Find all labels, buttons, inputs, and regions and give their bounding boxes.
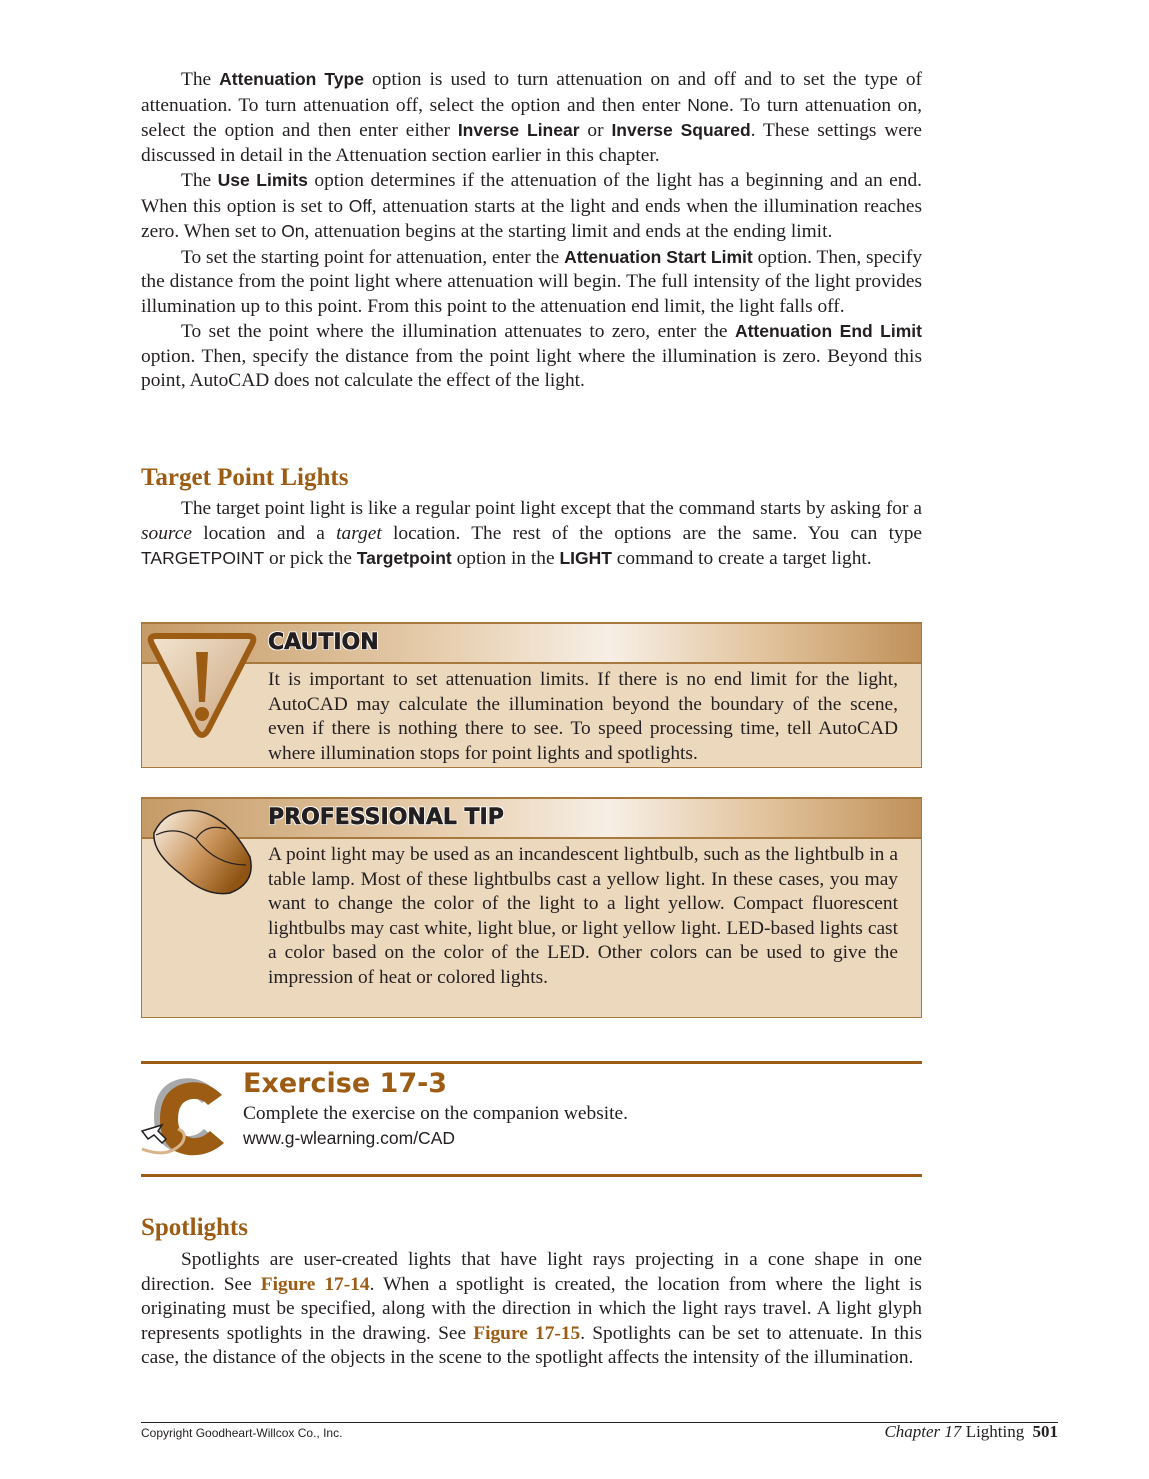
figure-reference-link[interactable]: Figure 17-15 (473, 1322, 581, 1344)
command-term: Use Limits (217, 170, 308, 190)
text-run: , attenuation begins at the starting limit and ends at the ending limit. (304, 221, 833, 242)
text-run: or pick the (264, 548, 357, 569)
command-term: Targetpoint (356, 548, 452, 568)
spotlights-paragraphs (141, 1248, 922, 1371)
text-run: . Spotlights can be set to attenuate. In this case, the distance of the objects in the scene to the spotlight affects the intensity of the illumination. (141, 1322, 922, 1368)
body-paragraph (141, 168, 922, 245)
caution-title: CAUTION (268, 630, 379, 655)
command-term: On (281, 221, 305, 241)
text-run: . When a spotlight is created, the location from where the light is originating must be specified, along with the direction in which the light rays travel. A light glyph represents spotlights in the drawing. See (141, 1273, 922, 1344)
command-term: None (687, 94, 730, 115)
text-run: Spotlights are user-created lights that have light rays projecting in a cone shape in one direction. See (141, 1249, 922, 1295)
professional-tip-box (141, 797, 922, 1018)
heading-target-point-lights: Target Point Lights (141, 464, 349, 491)
exercise-top-rule (141, 1061, 922, 1064)
chapter-label: Chapter 17 (884, 1422, 962, 1441)
text-run: option. Then, specify the distance from the point light where attenuation will begin. The full intensity of the light provides illumination up to this point. From this point to the attenuation end limit, the light falls off. (141, 246, 923, 317)
caution-text: It is important to set attenuation limits. If there is no end limit for the light, AutoCAD may calculate the illumination beyond the boundary of the scene, even if there is nothing there to see. To speed processing time, tell AutoCAD where illumination stops for point lights and spotlights. (268, 669, 898, 764)
command-term: Attenuation Start Limit (564, 246, 753, 267)
text-run: location and a (191, 522, 337, 544)
text-run: The target point light is like a regular point light except that the command starts by asking for a (181, 498, 922, 519)
command-term: Attenuation Type (219, 69, 364, 89)
caution-box (141, 622, 922, 768)
text-run: The (181, 69, 220, 90)
text-run: The (181, 170, 218, 191)
tip-text: A point light may be used as an incandescent lightbulb, such as the lightbulb in a table lamp. Most of these lightbulbs cast a yellow light. In these cases, you may want to change the color of the light to a light yellow. Compact fluorescent lightbulbs may cast white, light blue, or light yellow light. LED-based lights cast a color based on the color of the LED. Other colors can be used to give the impression of heat or colored lights. (268, 844, 898, 988)
text-run: location. The rest of the options are the same. You can type (381, 522, 922, 544)
body-paragraph (141, 319, 922, 394)
text-run: , attenuation starts at the light and ends when the illumination reaches zero. When set to (141, 195, 923, 242)
text-run: or (579, 120, 612, 141)
text-run: command to create a target light. (611, 548, 872, 569)
text-run: target (336, 522, 382, 544)
text-run: option. Then, specify the distance from the point light where the illumination is zero. Beyond this point, AutoCAD does not calculate the effect of the light. (141, 345, 922, 391)
chapter-title: Lighting (965, 1422, 1025, 1441)
text-run: . These settings were discussed in detail in the Attenuation section earlier in this chapter. (141, 120, 922, 166)
text-run: option is used to turn attenuation on and off and to set the type of attenuation. To turn attenuation off, select the option and then enter (141, 69, 922, 116)
body-paragraph (141, 67, 922, 168)
body-paragraph (141, 245, 922, 320)
command-term: Inverse Linear (457, 120, 580, 140)
exercise-bottom-rule (141, 1174, 922, 1177)
text-run: source (141, 522, 192, 544)
warning-triangle-icon (146, 630, 258, 740)
exercise-title: Exercise 17-3 (243, 1068, 448, 1099)
text-run: . To turn attenuation on, select the option and then enter either (141, 94, 923, 141)
target-point-paragraphs (141, 497, 922, 572)
text-run: To set the point where the illumination attenuates to zero, enter the (181, 321, 735, 342)
exercise-url-link[interactable]: www.g-wlearning.com/CAD (243, 1128, 456, 1148)
exercise-block (243, 1066, 628, 1150)
exercise-text: Complete the exercise on the companion website. (243, 1103, 629, 1124)
figure-reference-link[interactable]: Figure 17-14 (260, 1273, 370, 1295)
running-footer (884, 1422, 1058, 1442)
page-number: 501 (1032, 1422, 1058, 1441)
body-paragraph (141, 1248, 922, 1371)
command-term: Off (348, 195, 372, 216)
body-paragraph (141, 497, 922, 572)
command-term: Attenuation End Limit (734, 321, 922, 341)
companion-website-c-icon (138, 1073, 228, 1161)
text-run: option in the (451, 548, 560, 569)
command-term: LIGHT (559, 548, 612, 568)
tip-title: PROFESSIONAL TIP (268, 805, 504, 830)
command-term: TARGETPOINT (141, 548, 265, 568)
text-run: option determines if the attenuation of the light has a beginning and an end. When this option is set to (141, 170, 923, 217)
copyright-text: Copyright Goodheart-Willcox Co., Inc. (141, 1426, 343, 1440)
text-run: To set the starting point for attenuation, enter the (181, 246, 565, 268)
intro-paragraphs (141, 67, 922, 394)
heading-spotlights: Spotlights (141, 1214, 248, 1241)
computer-mouse-icon (146, 805, 258, 897)
command-term: Inverse Squared (611, 120, 751, 140)
